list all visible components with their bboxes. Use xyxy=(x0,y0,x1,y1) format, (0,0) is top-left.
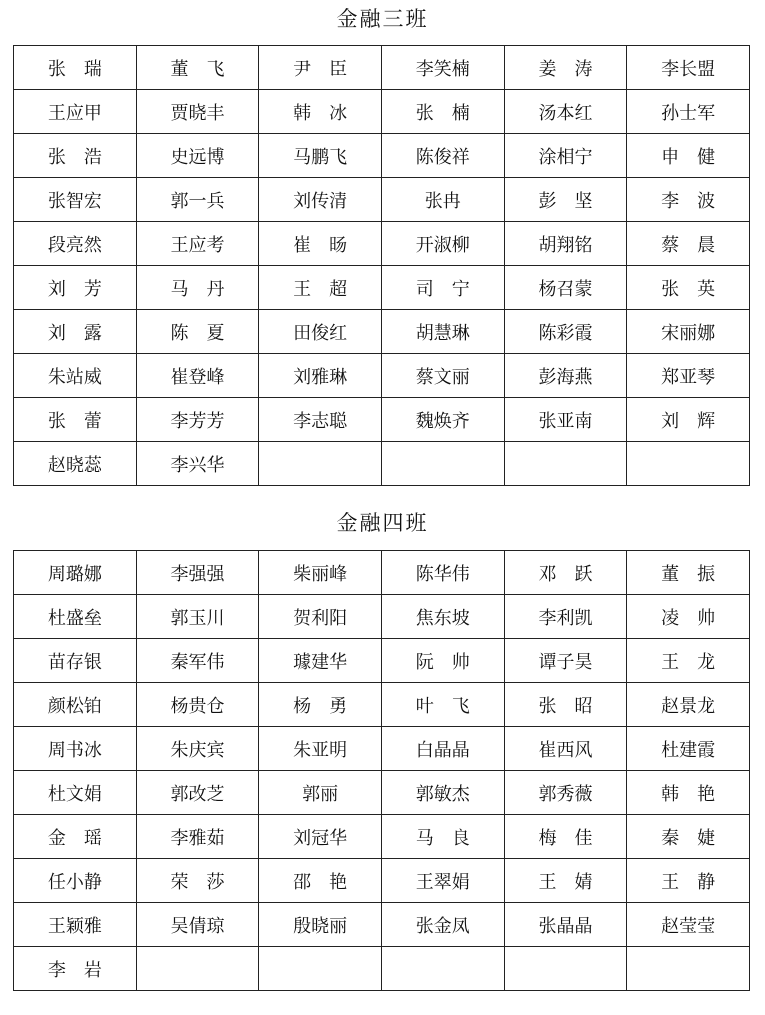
student-name-cell: 蔡 晨 xyxy=(627,222,750,266)
table-row xyxy=(14,222,750,266)
student-name-cell: 杨贵仓 xyxy=(136,683,259,727)
student-name-cell: 王翠娟 xyxy=(381,859,504,903)
student-name-cell: 邵 艳 xyxy=(259,859,382,903)
student-name-cell: 张冉 xyxy=(381,178,504,222)
student-name-cell: 秦军伟 xyxy=(136,639,259,683)
table-row xyxy=(14,551,750,595)
student-name-cell: 申 健 xyxy=(627,134,750,178)
student-name-cell: 柴丽峰 xyxy=(259,551,382,595)
student-name-cell: 刘 露 xyxy=(14,310,137,354)
student-name-cell: 王应考 xyxy=(136,222,259,266)
table-row xyxy=(14,178,750,222)
student-name-cell: 阮 帅 xyxy=(381,639,504,683)
student-name-cell: 张晶晶 xyxy=(504,903,627,947)
student-name-cell: 贾晓丰 xyxy=(136,90,259,134)
student-name-cell: 王 超 xyxy=(259,266,382,310)
student-name-cell: 杨召蒙 xyxy=(504,266,627,310)
student-name-cell: 杜建霞 xyxy=(627,727,750,771)
table-row xyxy=(14,310,750,354)
student-name-cell: 韩 艳 xyxy=(627,771,750,815)
student-name-cell: 刘雅琳 xyxy=(259,354,382,398)
student-name-cell: 颜松铂 xyxy=(14,683,137,727)
student-name-cell: 马鹏飞 xyxy=(259,134,382,178)
empty-cell xyxy=(504,442,627,486)
table-row xyxy=(14,771,750,815)
student-name-cell: 谭子昊 xyxy=(504,639,627,683)
student-name-cell: 凌 帅 xyxy=(627,595,750,639)
student-name-cell: 张智宏 xyxy=(14,178,137,222)
student-name-cell: 涂相宁 xyxy=(504,134,627,178)
table-row xyxy=(14,90,750,134)
student-name-cell: 张 昭 xyxy=(504,683,627,727)
student-name-cell: 郭秀薇 xyxy=(504,771,627,815)
student-name-cell: 王 静 xyxy=(627,859,750,903)
table-row xyxy=(14,354,750,398)
student-name-cell: 璩建华 xyxy=(259,639,382,683)
table-row xyxy=(14,683,750,727)
empty-cell xyxy=(381,442,504,486)
student-name-cell: 吴倩琼 xyxy=(136,903,259,947)
student-name-cell: 郭丽 xyxy=(259,771,382,815)
student-name-cell: 魏焕齐 xyxy=(381,398,504,442)
student-name-cell: 刘传清 xyxy=(259,178,382,222)
student-name-cell: 梅 佳 xyxy=(504,815,627,859)
student-name-cell: 张 浩 xyxy=(14,134,137,178)
student-name-cell: 朱站威 xyxy=(14,354,137,398)
student-name-cell: 王应甲 xyxy=(14,90,137,134)
student-name-cell: 李兴华 xyxy=(136,442,259,486)
student-name-cell: 殷晓丽 xyxy=(259,903,382,947)
table-row xyxy=(14,903,750,947)
empty-cell xyxy=(136,947,259,991)
roster-table-finance-class-3 xyxy=(13,45,750,486)
empty-cell xyxy=(627,442,750,486)
student-name-cell: 秦 婕 xyxy=(627,815,750,859)
student-name-cell: 张 英 xyxy=(627,266,750,310)
student-name-cell: 王 龙 xyxy=(627,639,750,683)
student-name-cell: 董 飞 xyxy=(136,46,259,90)
student-name-cell: 荣 莎 xyxy=(136,859,259,903)
student-name-cell: 彭海燕 xyxy=(504,354,627,398)
student-name-cell: 杜文娟 xyxy=(14,771,137,815)
student-name-cell: 司 宁 xyxy=(381,266,504,310)
student-name-cell: 朱亚明 xyxy=(259,727,382,771)
student-name-cell: 陈彩霞 xyxy=(504,310,627,354)
student-name-cell: 陈俊祥 xyxy=(381,134,504,178)
student-name-cell: 李强强 xyxy=(136,551,259,595)
student-name-cell: 汤本红 xyxy=(504,90,627,134)
empty-cell xyxy=(504,947,627,991)
student-name-cell: 宋丽娜 xyxy=(627,310,750,354)
student-name-cell: 马 良 xyxy=(381,815,504,859)
student-name-cell: 张亚南 xyxy=(504,398,627,442)
student-name-cell: 郭敏杰 xyxy=(381,771,504,815)
table-row xyxy=(14,134,750,178)
student-name-cell: 李志聪 xyxy=(259,398,382,442)
student-name-cell: 胡翔铭 xyxy=(504,222,627,266)
student-name-cell: 李利凯 xyxy=(504,595,627,639)
student-name-cell: 开淑柳 xyxy=(381,222,504,266)
table-row xyxy=(14,266,750,310)
student-name-cell: 李雅茹 xyxy=(136,815,259,859)
student-name-cell: 金 瑶 xyxy=(14,815,137,859)
student-name-cell: 郭一兵 xyxy=(136,178,259,222)
student-name-cell: 彭 坚 xyxy=(504,178,627,222)
student-name-cell: 叶 飞 xyxy=(381,683,504,727)
student-name-cell: 李笑楠 xyxy=(381,46,504,90)
student-name-cell: 张 瑞 xyxy=(14,46,137,90)
student-name-cell: 姜 涛 xyxy=(504,46,627,90)
student-name-cell: 白晶晶 xyxy=(381,727,504,771)
student-name-cell: 田俊红 xyxy=(259,310,382,354)
student-name-cell: 赵晓蕊 xyxy=(14,442,137,486)
student-name-cell: 杜盛垒 xyxy=(14,595,137,639)
student-name-cell: 李 岩 xyxy=(14,947,137,991)
student-name-cell: 杨 勇 xyxy=(259,683,382,727)
table-row xyxy=(14,595,750,639)
table-row xyxy=(14,815,750,859)
student-name-cell: 张金凤 xyxy=(381,903,504,947)
student-name-cell: 李芳芳 xyxy=(136,398,259,442)
student-name-cell: 赵莹莹 xyxy=(627,903,750,947)
table-row xyxy=(14,727,750,771)
student-name-cell: 李 波 xyxy=(627,178,750,222)
roster-table-finance-class-4 xyxy=(13,550,750,991)
table-row xyxy=(14,947,750,991)
student-name-cell: 崔西风 xyxy=(504,727,627,771)
empty-cell xyxy=(627,947,750,991)
student-name-cell: 任小静 xyxy=(14,859,137,903)
student-name-cell: 张 楠 xyxy=(381,90,504,134)
table-row xyxy=(14,398,750,442)
student-name-cell: 周璐娜 xyxy=(14,551,137,595)
student-name-cell: 刘冠华 xyxy=(259,815,382,859)
student-name-cell: 马 丹 xyxy=(136,266,259,310)
student-name-cell: 韩 冰 xyxy=(259,90,382,134)
table-row xyxy=(14,442,750,486)
table-row xyxy=(14,46,750,90)
student-name-cell: 周书冰 xyxy=(14,727,137,771)
student-name-cell: 胡慧琳 xyxy=(381,310,504,354)
student-name-cell: 王颖雅 xyxy=(14,903,137,947)
student-name-cell: 刘 芳 xyxy=(14,266,137,310)
student-name-cell: 陈华伟 xyxy=(381,551,504,595)
student-name-cell: 孙士军 xyxy=(627,90,750,134)
student-name-cell: 郭改芝 xyxy=(136,771,259,815)
student-name-cell: 焦东坡 xyxy=(381,595,504,639)
student-name-cell: 蔡文丽 xyxy=(381,354,504,398)
student-name-cell: 崔 旸 xyxy=(259,222,382,266)
student-name-cell: 贺利阳 xyxy=(259,595,382,639)
student-name-cell: 崔登峰 xyxy=(136,354,259,398)
student-name-cell: 赵景龙 xyxy=(627,683,750,727)
student-name-cell: 王 婧 xyxy=(504,859,627,903)
table-row xyxy=(14,639,750,683)
empty-cell xyxy=(381,947,504,991)
student-name-cell: 张 蕾 xyxy=(14,398,137,442)
student-name-cell: 朱庆宾 xyxy=(136,727,259,771)
empty-cell xyxy=(259,947,382,991)
student-name-cell: 段亮然 xyxy=(14,222,137,266)
table-row xyxy=(14,859,750,903)
student-name-cell: 史远博 xyxy=(136,134,259,178)
section-title-finance-class-3: 金融三班 xyxy=(336,7,429,31)
student-name-cell: 李长盟 xyxy=(627,46,750,90)
student-name-cell: 邓 跃 xyxy=(504,551,627,595)
student-name-cell: 郭玉川 xyxy=(136,595,259,639)
empty-cell xyxy=(259,442,382,486)
section-title-finance-class-4: 金融四班 xyxy=(336,511,429,535)
student-name-cell: 苗存银 xyxy=(14,639,137,683)
student-name-cell: 陈 夏 xyxy=(136,310,259,354)
student-name-cell: 董 振 xyxy=(627,551,750,595)
student-name-cell: 刘 辉 xyxy=(627,398,750,442)
student-name-cell: 郑亚琴 xyxy=(627,354,750,398)
student-name-cell: 尹 臣 xyxy=(259,46,382,90)
